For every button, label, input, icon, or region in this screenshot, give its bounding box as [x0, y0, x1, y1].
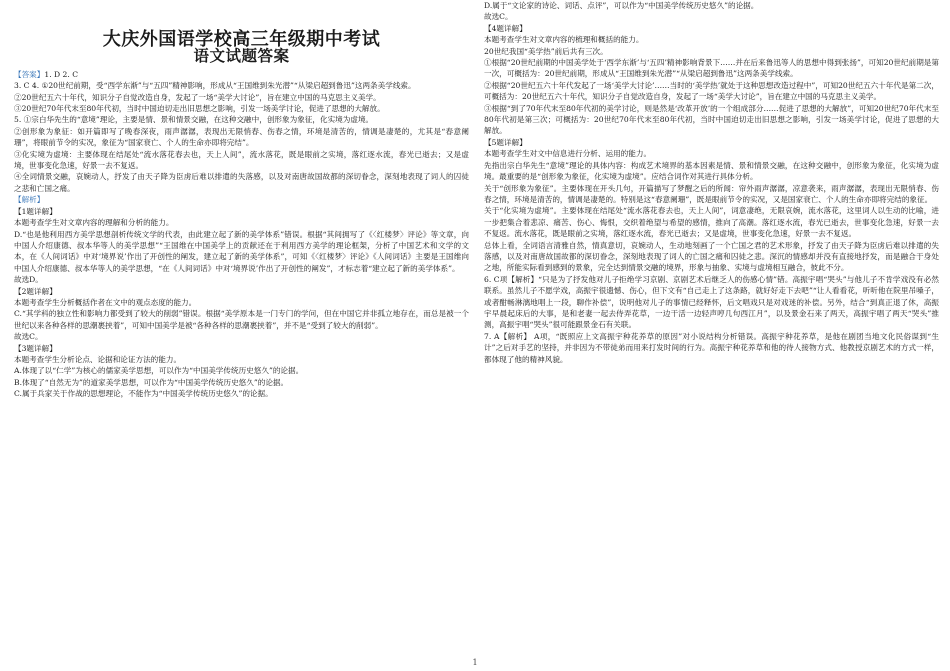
text-paragraph: C.“其学科的独立性和影响力都受到了较大的削弱”错误。根据“美学原本是一门专门的学问，但在中国它并非孤立地存在，而总是被一个世纪以来各种各样的思潮裹挟着”，可知中国美学是被“各种各样的思潮裹挟着”，并不是“受到了较大的削弱”。 — [14, 309, 469, 330]
text-paragraph: 5. ①宗白华先生的“意境”理论，主要是情、景和情景交融，在这种交融中，创形象为象征，化实境为虚境。 — [14, 115, 374, 125]
text-paragraph: ③化实境为虚境：主要体现在结尾处“流水落花春去也，天上人间”，流水落花，既是眼前之实境，落红逐水流，春光已逝去；又是虚境，世事变化急速，好景一去不复返。 — [14, 149, 469, 171]
text-paragraph: D.属于“文论家的诗论、词话、点评”，可以作为“中国美学传统历史悠久”的论据。 — [484, 1, 759, 10]
text-paragraph: 故选C。 — [14, 332, 43, 342]
text-paragraph: 本题考查学生对文章内容的梳理和概括的能力。 — [484, 35, 644, 45]
text-paragraph: 本题考查学生对文章内容的理解和分析的能力。 — [14, 218, 174, 228]
text-paragraph: C.属于兵家关于作战的思想理论，不能作为“中国美学传统历史悠久”的论据。 — [14, 389, 273, 399]
left-column — [14, 0, 469, 660]
text-paragraph: 关于“化实境为虚境”。主要体现在结尾处“流水落花春去也，天上人间”，词意凄绝，无限哀婉，流水落花，这里词人以生动的比喻，进一步把集合着悲凉、痛苦、伤心、悔恨，交织着绝望与希望的感情，推向了高潮。落红逐水流，春光已逝去，世事变化急速，好景一去不复返。流水落花，既是眼前之实境，落红逐水流，春光已逝去；又是虚境，世事变化急速，好景一去不复返。 — [484, 206, 939, 239]
text-paragraph: A.体现了以“仁学”为核心的儒家美学思想，可以作为“中国美学传统历史悠久”的论据。 — [14, 366, 304, 376]
text-paragraph: 本题考查学生对文中信息进行分析、运用的能力。 — [484, 149, 652, 159]
text-paragraph: ③20世纪70年代末至80年代初，当时中国迫切走出旧思想之影响，引发一场美学讨论，促进了思想的大解放。 — [14, 104, 385, 114]
text-paragraph: ④全词情景交融，哀婉动人，抒发了由天子降为臣虏后难以排遣的失落感，以及对南唐故国故都的深切眷念，深刻地表现了词人的囚徒之悲和亡国之痛。 — [14, 172, 469, 193]
answer-subtitle: 语文试题答案 — [193, 47, 290, 66]
text-paragraph: ②创形象为象征：如开篇即写了晚春深夜，雨声潺潺，表现出无限悄春、伤春之情，环境是清苦的，情调是凄楚的，尤其是“春意阑珊”，将眼前节令的实况，象征为“国家衰亡、个人的生命亦即将完结”。 — [14, 126, 469, 148]
left-text-block — [14, 80, 469, 399]
answer-values: 1. D 2. C — [44, 69, 79, 79]
analysis-tag: 【解析】 — [14, 195, 45, 205]
text-paragraph: ②根据“20世纪五六十年代发起了一场‘美学大讨论’……当时的‘美学热’就处于这种思想改造过程中”，可知20世纪五六十年代是第二次，可概括为：20世纪五六十年代，知识分子自觉改造自身，发起了一场“美学大讨论”，旨在建立中国的马克思主义美学。 — [484, 80, 939, 102]
text-paragraph: 本题考查学生分析论点、论据和论证方法的能力。 — [14, 354, 182, 364]
page-number: 1 — [472, 658, 478, 667]
text-paragraph: 7. A【解析】 A项，“既照应上文高振宇种花养草的原因”对小说结构分析错误。高振宇种花养草，是他在剧团当地文化民俗谋到“生计”之后对手艺的坚持，并非因为不带徒弟而用来打发时间的行为。高振宇种花养草和他的待人接物方式、他教授京剧艺术的方式一样，都体现了他的精神风貌。 — [484, 331, 939, 364]
text-paragraph: 【3题详解】 — [14, 343, 57, 353]
answer-tag: 【答案】 — [14, 69, 45, 79]
text-paragraph: 6. C项【解析】“只是为了抒发他对儿子拒绝学习京剧、京剧艺术后继乏人的伤感心情”错。高振宇唱“哭头”与他儿子不肯学戏没有必然联系。虽然儿子不愿学戏，高振宇很遗憾、伤心，但下文有“自己走上了这条路，就好好走下去吧”“让人看看花，听听他在院里吊嗓子，或者酣畅淋漓地唱上一段，聊作补偿”，说明他对儿子的事情已经释怀，后文唱戏只是对戏迷的补偿。另外，结合“到真正退了休，高振宇早晨起床后的大事，是和老妻一起去侍弄花草，一边干活一边轻声哼几句西江月”，以及景金石来了两天，高振宇唱了两天“哭头”推测，高振宇唱“哭头”很可能跟景金石有关联。 — [484, 274, 939, 330]
exam-title: 大庆外国语学校高三年级期中考试 — [102, 29, 381, 50]
text-paragraph: 故选D。 — [14, 275, 43, 285]
text-paragraph: 关于“创形象为象征”。主要体现在开头几句，开篇描写了梦醒之后的所闻：帘外雨声潺潺，凉意袭来，雨声潺潺，表现出无限悄春、伤春之情，环境是清苦的，情调是凄楚的。特别是这“春意阑珊”，既是眼前节令的实况，又是国家衰亡、个人的生命亦即将完结的象征。 — [484, 183, 939, 204]
text-paragraph: 20世纪我国“美学热”前后共有三次。 — [484, 46, 608, 56]
text-paragraph: 3. C 4. ①20世纪前期，受“西学东渐”与“五四”精神影响，形成从“王国维到朱光潜”“从梁启超到鲁迅”这两条美学线索。 — [14, 81, 416, 91]
text-paragraph: 【2题详解】 — [14, 286, 57, 296]
answer-line — [14, 69, 469, 80]
text-paragraph: ③根据“到了70年代末至80年代初的美学讨论，则是然是‘改革开放’的一个组成部分……促进了思想的大解放”，可知20世纪70年代末至80年代初是第三次；可概括为：20世纪70年代末至80年代初，当时中国迫切走出旧思想之影响，引发一场美学讨论，促进了思想的大解放。 — [484, 103, 939, 136]
text-paragraph: B.体现了“自然无为”的道家美学思想，可以作为“中国美学传统历史悠久”的论据。 — [14, 377, 289, 387]
text-paragraph: 故选C。 — [484, 12, 513, 22]
text-paragraph: 先指出宗白华先生“意境”理论的具体内容：构成艺术境界的基本因素是情、景和情景交融，在这种交融中，创形象为象征，化实境为虚境。最重要的是“创形象为象征，化实境为虚境”。应结合词作对其进行具体分析。 — [484, 160, 939, 182]
text-paragraph: 【4题详解】 — [484, 23, 527, 33]
text-paragraph: 【5题详解】 — [484, 137, 527, 147]
text-paragraph: 总体上看，全词语言清雅自然，情真意切，哀婉动人，生动地刻画了一个亡国之君的艺术形象，抒发了由天子降为臣虏后难以排遣的失落感，以及对南唐故国故都的深切眷念，深刻地表现了词人的亡国之痛和囚徒之悲。深沉的情感却并没有直接地抒发，而是融合于身处之地，所能实际看到感到的景象，完全达到情景交融的境界，形象与抽象、实境与虚境相互融合，彼此不分。 — [484, 240, 939, 273]
right-text-block — [484, 0, 939, 365]
text-paragraph: 本题考查学生分析概括作者在文中的观点态度的能力。 — [14, 297, 197, 307]
text-paragraph: ②20世纪五六十年代，知识分子自觉改造自身，发起了一场“美学大讨论”，旨在建立中国的马克思主义美学。 — [14, 92, 381, 102]
text-paragraph: D.“也是他利用西方美学思想剖析传统文学的代表，由此建立起了新的美学体系”错误。根据“其间拥写了《〈红楼梦〉评论》等文章，向中国人介绍康德、叔本华等人的美学思想”“王国维在中国美学上的贡献还在于利用西方美学的理论框架，分析了中国艺术和文学的文本，在《人间词话》中对‘境界说’作出了开创性的阐发，建立起了新的美学体系”，可知《〈红楼梦〉评论》《人间词话》主要是王国维向中国人介绍康德、叔本华等人的美学思想，“在《人间词话》中对‘境界说’作出了开创性的阐发”，才标志着“建立起了新的美学体系”。 — [14, 229, 469, 273]
text-paragraph: 【1题详解】 — [14, 206, 57, 216]
text-paragraph: ①根据“20世纪前期的中国美学处于‘西学东渐’与‘五四’精神影响背景下……并在后来鲁迅等人的思想中得到张扬”，可知20世纪前期是第一次，可概括为：20世纪前期，形成从“王国维到朱光潜”“从梁启超到鲁迅”这两条美学线索。 — [484, 58, 939, 79]
right-column — [484, 0, 939, 660]
